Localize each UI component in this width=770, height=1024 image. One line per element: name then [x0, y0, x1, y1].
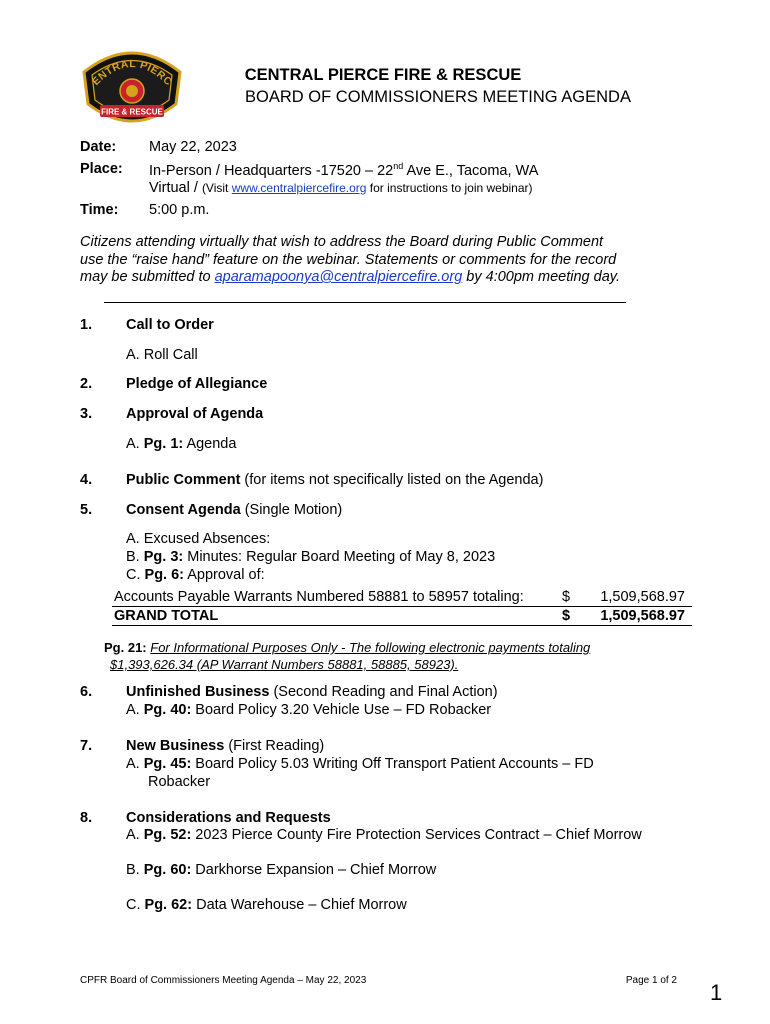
virtual-line: Virtual / (Visit www.centralpiercefire.org for instructions to join webinar) — [149, 180, 533, 196]
public-comment-notice: Citizens attending virtually that wish to address the Board during Public Comment use the “raise hand” feature on the webinar. Statements or comments for the record may be submitted to aparamapoonya@centralpiercefire.org by 4:00pm meeting day. — [80, 234, 620, 285]
sub-writing-off-cont: Robacker — [148, 774, 211, 790]
sub-vehicle-use: A. Pg. 40: Board Policy 3.20 Vehicle Use – FD Robacker — [126, 702, 492, 718]
sub-excused-absences: A. Excused Absences: — [126, 531, 271, 547]
item-number: 4. — [80, 472, 93, 488]
time-label: Time: — [80, 202, 119, 218]
sub-approval-of: C. Pg. 6: Approval of: — [126, 567, 265, 583]
divider — [104, 302, 626, 303]
ap-dollar-sign: $ — [562, 589, 571, 605]
footer-left: CPFR Board of Commissioners Meeting Agenda – May 22, 2023 — [80, 975, 367, 986]
sub-roll-call: A. Roll Call — [126, 347, 198, 363]
item-number: 6. — [80, 684, 93, 700]
table-rule — [112, 606, 692, 607]
item-number: 7. — [80, 738, 93, 754]
time-value: 5:00 p.m. — [149, 202, 210, 218]
email-link[interactable]: aparamapoonya@centralpiercefire.org — [214, 269, 463, 285]
agenda-title: BOARD OF COMMISSIONERS MEETING AGENDA — [245, 88, 631, 106]
item-call-to-order: Call to Order — [126, 317, 214, 333]
item-number: 5. — [80, 502, 93, 518]
item-unfinished-business: Unfinished Business (Second Reading and Final Action) — [126, 684, 498, 700]
ap-amount: 1,509,568.97 — [600, 589, 685, 605]
logo-text-top: ENTRAL PIERC — [89, 57, 175, 89]
fire-department-logo — [78, 42, 186, 130]
org-title: CENTRAL PIERCE FIRE & RESCUE — [244, 66, 522, 84]
item-public-comment: Public Comment (for items not specifically listed on the Agenda) — [126, 472, 544, 488]
place-label: Place: — [80, 161, 123, 177]
table-rule-bottom — [112, 625, 692, 626]
place-value: In-Person / Headquarters -17520 – 22nd Ave E., Tacoma, WA — [149, 161, 539, 179]
item-new-business: New Business (First Reading) — [126, 738, 325, 754]
item-considerations: Considerations and Requests — [126, 810, 331, 826]
informational-payments: Pg. 21: For Informational Purposes Only - The following electronic payments totaling $1,393,626.34 (AP Warrant Numbers 58881, 58885, 58923). — [104, 640, 591, 672]
sub-writing-off: A. Pg. 45: Board Policy 5.03 Writing Off Transport Patient Accounts – FD — [126, 756, 594, 772]
sub-minutes: B. Pg. 3: Minutes: Regular Board Meeting of May 8, 2023 — [126, 549, 496, 565]
date-label: Date: — [80, 139, 117, 155]
sub-darkhorse: B. Pg. 60: Darkhorse Expansion – Chief Morrow — [126, 862, 437, 878]
footer-page: Page 1 of 2 — [625, 975, 677, 986]
grand-total-label: GRAND TOTAL — [114, 608, 219, 624]
item-number: 2. — [80, 376, 93, 392]
date-value: May 22, 2023 — [149, 139, 237, 155]
logo-text-bottom: FIRE & RESCUE — [101, 107, 163, 117]
item-approval-agenda: Approval of Agenda — [126, 406, 264, 422]
website-link[interactable]: www.centralpiercefire.org — [231, 181, 367, 195]
item-consent-agenda: Consent Agenda (Single Motion) — [126, 502, 343, 518]
item-pledge: Pledge of Allegiance — [126, 376, 268, 392]
grand-total-amount: 1,509,568.97 — [600, 608, 685, 624]
ap-warrants-label: Accounts Payable Warrants Numbered 58881 to 58957 totaling: — [114, 589, 524, 605]
sub-data-warehouse: C. Pg. 62: Data Warehouse – Chief Morrow — [126, 897, 407, 913]
item-number: 1. — [80, 317, 93, 333]
item-number: 8. — [80, 810, 93, 826]
page-number-corner: 1 — [710, 980, 723, 1005]
item-number: 3. — [80, 406, 93, 422]
sub-fire-contract: A. Pg. 52: 2023 Pierce County Fire Protection Services Contract – Chief Morrow — [126, 827, 642, 843]
sub-agenda-page: A. Pg. 1: Agenda — [126, 436, 237, 452]
grand-total-dollar: $ — [562, 608, 571, 624]
